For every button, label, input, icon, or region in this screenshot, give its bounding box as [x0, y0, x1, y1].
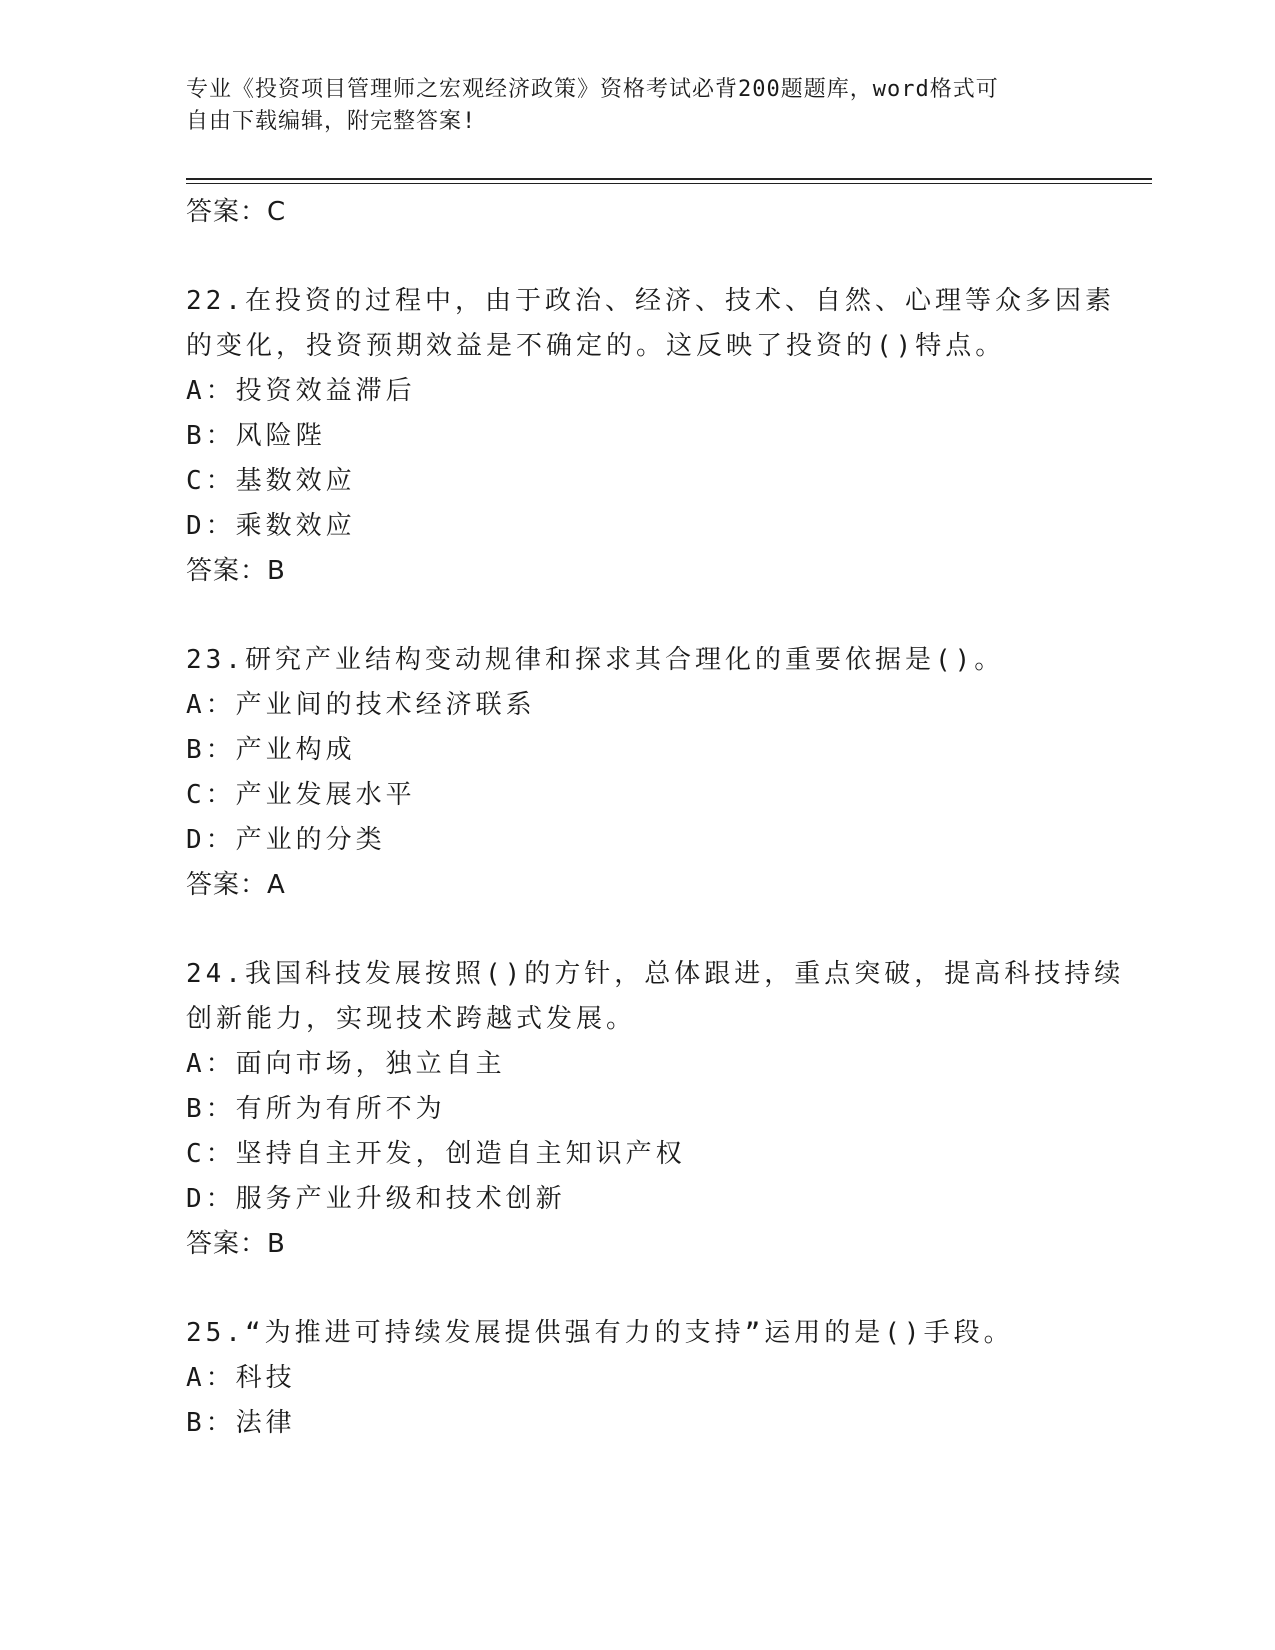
header-line: 专业《投资项目管理师之宏观经济政策》资格考试必背200题题库，word格式可	[186, 77, 999, 102]
answer-line: 答案：B	[186, 556, 286, 586]
option-b: B：风险陛	[186, 421, 326, 451]
option-d: D：产业的分类	[186, 825, 386, 855]
answer-line: 答案：A	[186, 870, 286, 900]
option-a: A：产业间的技术经济联系	[186, 690, 536, 720]
option-a: A：面向市场，独立自主	[186, 1049, 506, 1079]
answer-line: 答案：C	[186, 197, 287, 227]
question-stem: 24.我国科技发展按照()的方针，总体跟进，重点突破，提高科技持续	[186, 959, 1125, 989]
answer-line: 答案：B	[186, 1229, 286, 1259]
option-d: D：服务产业升级和技术创新	[186, 1184, 566, 1214]
option-a: A：科技	[186, 1363, 296, 1393]
question-stem: 23.研究产业结构变动规律和探求其合理化的重要依据是()。	[186, 645, 1005, 675]
question-stem: 22.在投资的过程中，由于政治、经济、技术、自然、心理等众多因素	[186, 286, 1115, 316]
option-c: C：坚持自主开发，创造自主知识产权	[186, 1139, 686, 1169]
page-header	[186, 74, 1066, 138]
question-block	[186, 279, 1115, 594]
question-stem: 创新能力，实现技术跨越式发展。	[186, 1004, 637, 1034]
option-c: C：产业发展水平	[186, 780, 416, 810]
question-block	[186, 1311, 1086, 1446]
option-d: D：乘数效应	[186, 511, 356, 541]
header-line: 自由下载编辑，附完整答案!	[186, 109, 477, 134]
question-stem: 25.“为推进可持续发展提供强有力的支持”运用的是()手段。	[186, 1318, 1014, 1348]
question-stem: 的变化，投资预期效益是不确定的。这反映了投资的()特点。	[186, 331, 1006, 361]
question-block	[186, 952, 1125, 1267]
option-b: B：有所为有所不为	[186, 1094, 446, 1124]
option-b: B：产业构成	[186, 735, 356, 765]
header-divider	[186, 183, 1152, 184]
question-block	[186, 638, 1086, 908]
option-a: A：投资效益滞后	[186, 376, 416, 406]
question-list	[186, 190, 1125, 1446]
option-c: C：基数效应	[186, 466, 356, 496]
header-divider	[186, 178, 1152, 180]
option-b: B：法律	[186, 1408, 296, 1438]
